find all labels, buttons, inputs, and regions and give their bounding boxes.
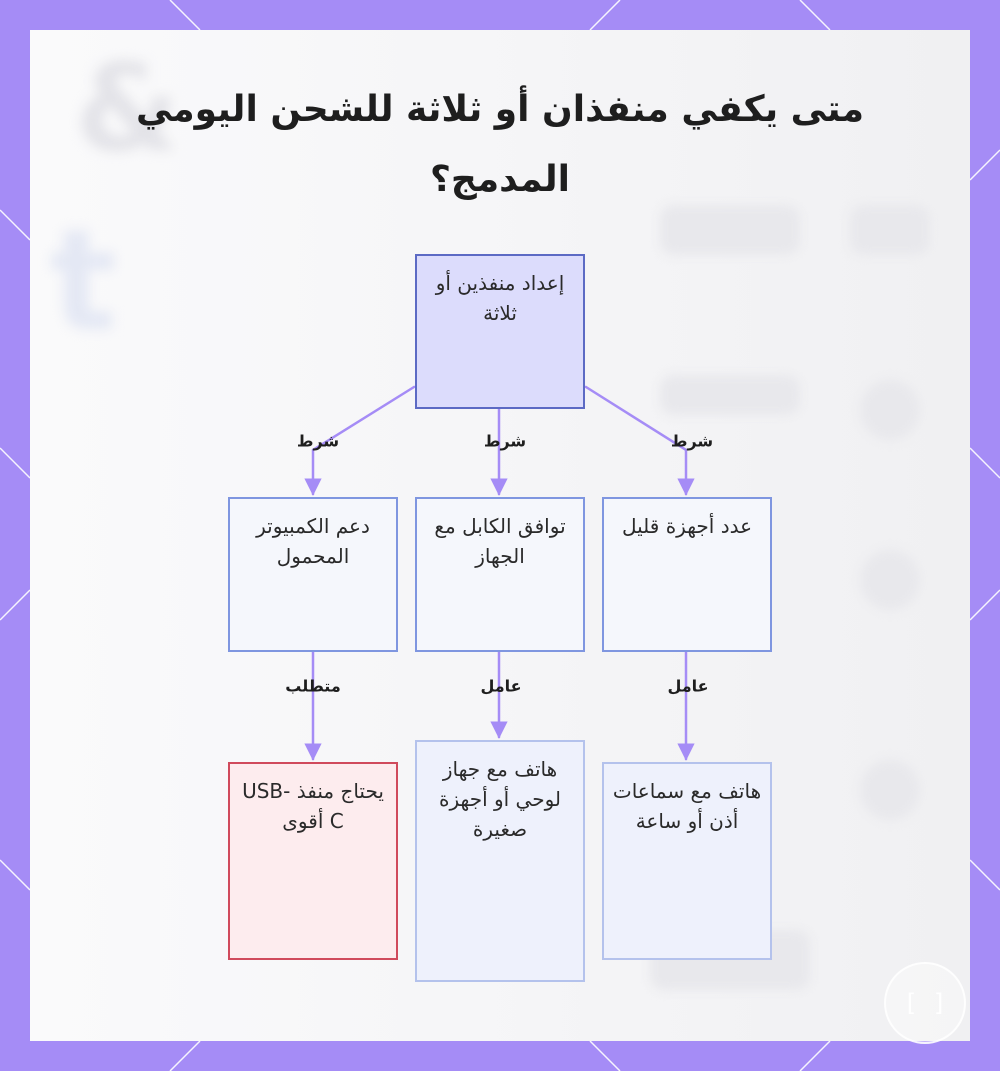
node-few-devices-label: عدد أجهزة قليل — [621, 514, 753, 538]
node-phone-earbuds-label: هاتف مع سماعات أذن أو ساعة — [612, 779, 762, 833]
node-cable-compat — [415, 497, 585, 652]
edge-label-laptop-support-to-stronger-usbc: متطلب — [285, 676, 341, 696]
edge-label-root-to-laptop-support: شرط — [296, 431, 340, 451]
node-stronger-usbc — [228, 762, 398, 960]
edge-label-few-devices-to-phone-earbuds: عامل — [667, 676, 709, 696]
edge-label-root-to-cable-compat: شرط — [483, 431, 527, 451]
edge-label-root-to-few-devices: شرط — [670, 431, 714, 451]
node-root-setup-label: إعداد منفذين أو ثلاثة — [435, 271, 565, 325]
node-stronger-usbc-label: يحتاج منفذ USB-C أقوى — [242, 779, 384, 833]
node-phone-earbuds — [602, 762, 772, 960]
node-few-devices — [602, 497, 772, 652]
bracket-logo-icon: [ ] — [884, 962, 966, 1044]
node-phone-tablet — [415, 740, 585, 982]
node-cable-compat-label: توافق الكابل مع الجهاز — [434, 514, 566, 568]
diagram-title: متى يكفي منفذان أو ثلاثة للشحن اليومي المدمج؟ — [135, 89, 865, 200]
background-blur-glyph: t — [50, 200, 117, 363]
background-blur-glyph: & — [75, 40, 180, 179]
edge-label-cable-compat-to-phone-tablet: عامل — [480, 676, 522, 696]
node-laptop-support-label: دعم الكمبيوتر المحمول — [256, 514, 370, 568]
node-root-setup — [415, 254, 585, 409]
node-phone-tablet-label: هاتف مع جهاز لوحي أو أجهزة صغيرة — [438, 757, 562, 841]
node-laptop-support — [228, 497, 398, 652]
